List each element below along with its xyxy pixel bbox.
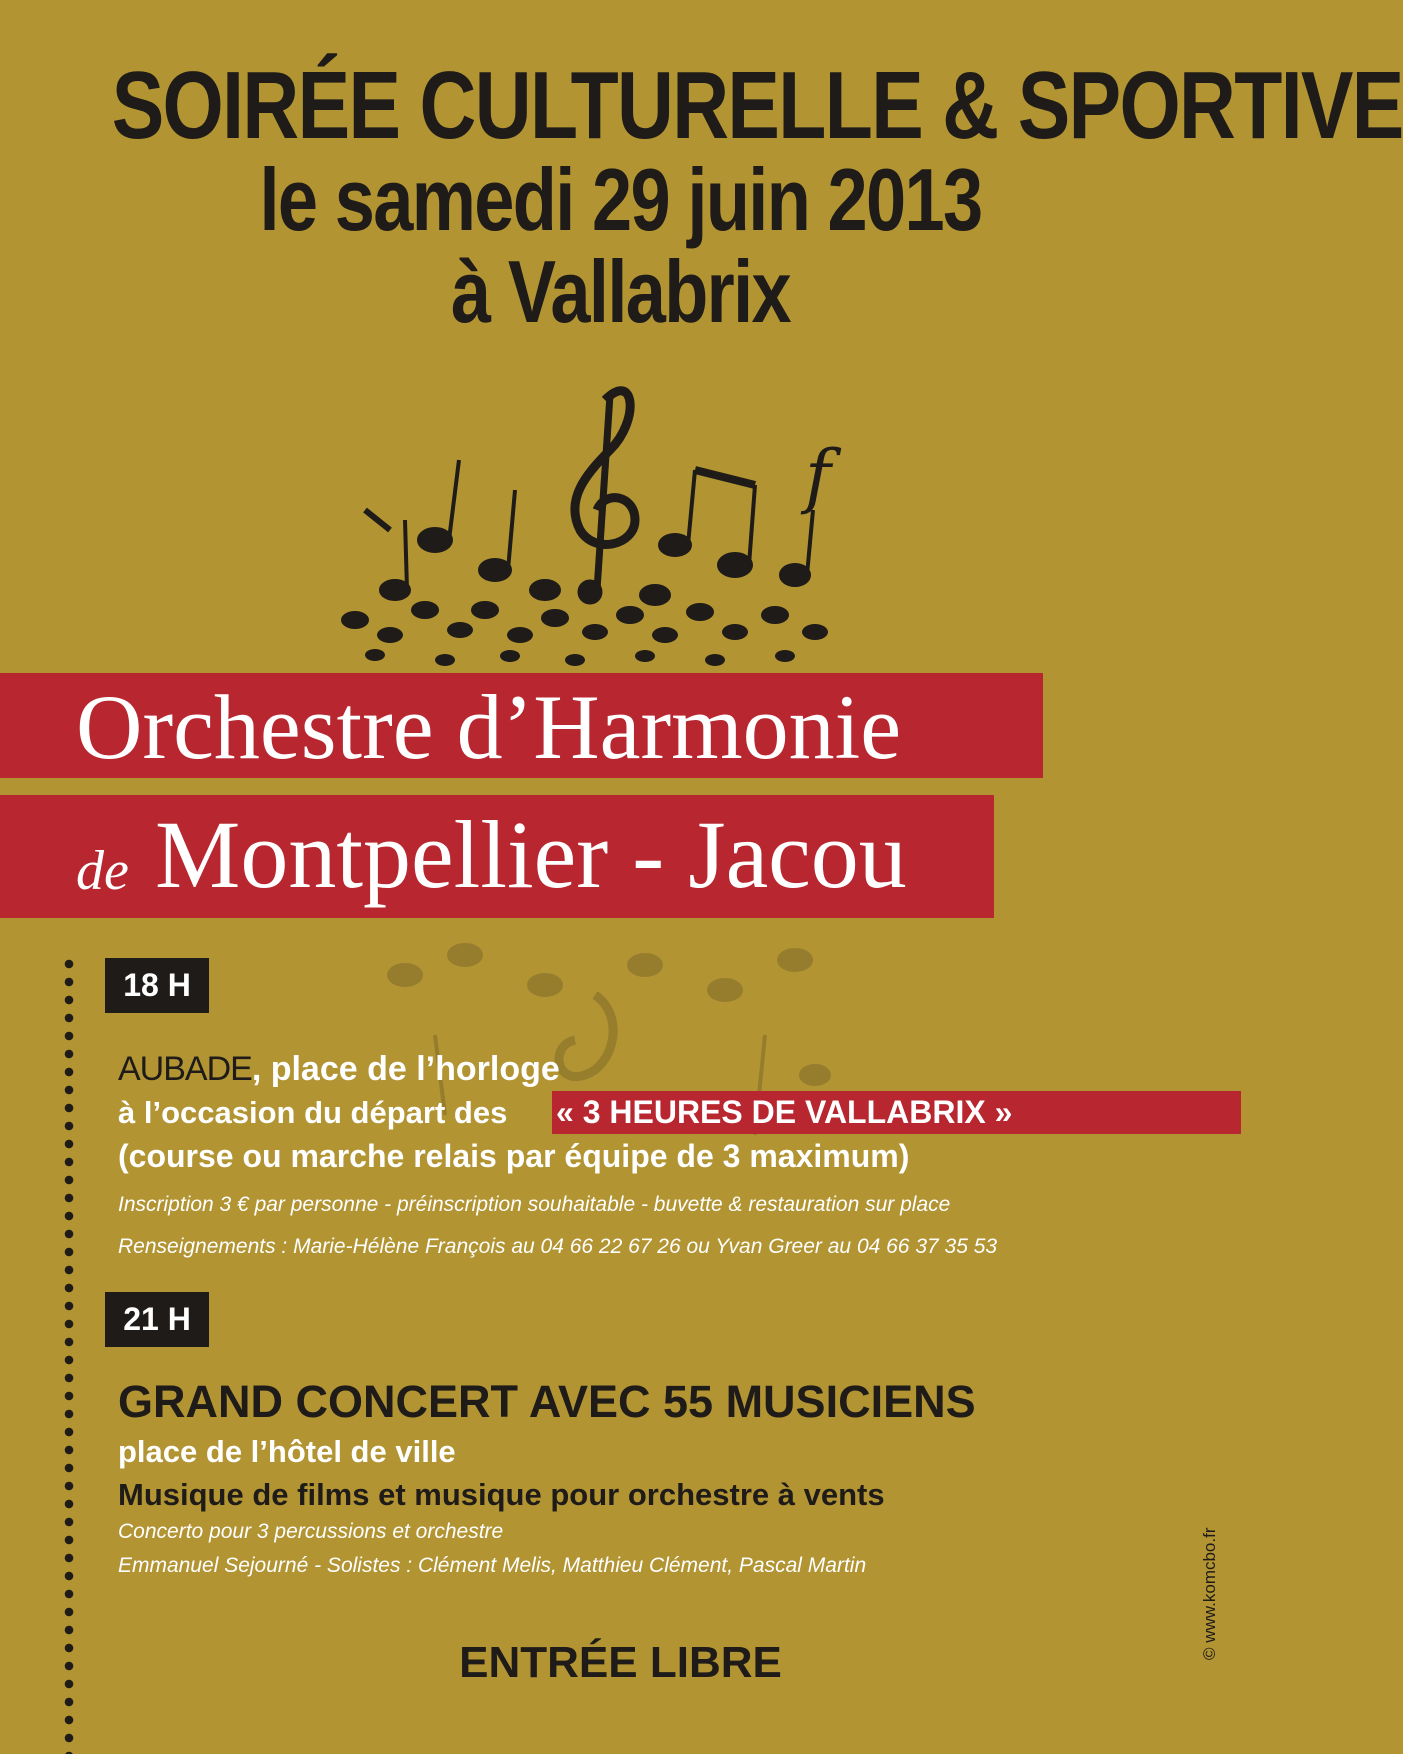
svg-text:f: f [805, 435, 831, 517]
event-title: SOIRÉE CULTURELLE & SPORTIVE [111, 52, 1403, 159]
event1-occasion: à l’occasion du départ des [118, 1095, 508, 1130]
event2-title: GRAND CONCERT AVEC 55 MUSICIENS [118, 1376, 976, 1427]
event1-contact: Renseignements : Marie-Hélène François au 04 66 22 67 26 ou Yvan Greer au 04 66 37 35 53 [118, 1235, 998, 1258]
orchestra-banner-line2 [0, 795, 994, 918]
free-entry: ENTRÉE LIBRE [459, 1638, 782, 1687]
music-notes-icon [335, 360, 855, 680]
event-location: à Vallabrix [451, 242, 790, 341]
event1-title: AUBADE [118, 1050, 252, 1088]
event2-place: place de l’hôtel de ville [118, 1434, 456, 1469]
event1-highlight [552, 1091, 1241, 1134]
time-badge-18h: 18 H [105, 958, 209, 1013]
designer-credit: © www.komcbo.fr [1200, 1527, 1219, 1660]
time-badge-21h: 21 H [105, 1292, 209, 1347]
event1-race-description: (course ou marche relais par équipe de 3 maximum) [118, 1138, 910, 1174]
poster-header [0, 52, 1403, 341]
event2-soloists: Emmanuel Sejourné - Solistes : Clément Melis, Matthieu Clément, Pascal Martin [118, 1554, 867, 1577]
orchestra-name-line1: Orchestre d’Harmonie [76, 676, 902, 778]
event1-registration: Inscription 3 € par personne - préinscription souhaitable - buvette & restauration sur place [118, 1193, 951, 1216]
orchestra-name-prefix: de [76, 840, 129, 902]
event1-place: , place de l’horloge [251, 1050, 560, 1088]
event2-program: Musique de films et musique pour orchestre à vents [118, 1477, 885, 1512]
event-date: le samedi 29 juin 2013 [259, 150, 982, 249]
event2-concerto: Concerto pour 3 percussions et orchestre [118, 1520, 504, 1543]
event1-title-line [118, 1047, 560, 1091]
orchestra-name-line2: Montpellier - Jacou [155, 801, 907, 908]
event1-race-name: « 3 HEURES DE VALLABRIX » [556, 1094, 1013, 1130]
orchestra-banner-line1 [0, 673, 1043, 778]
dotted-timeline [64, 955, 74, 1754]
